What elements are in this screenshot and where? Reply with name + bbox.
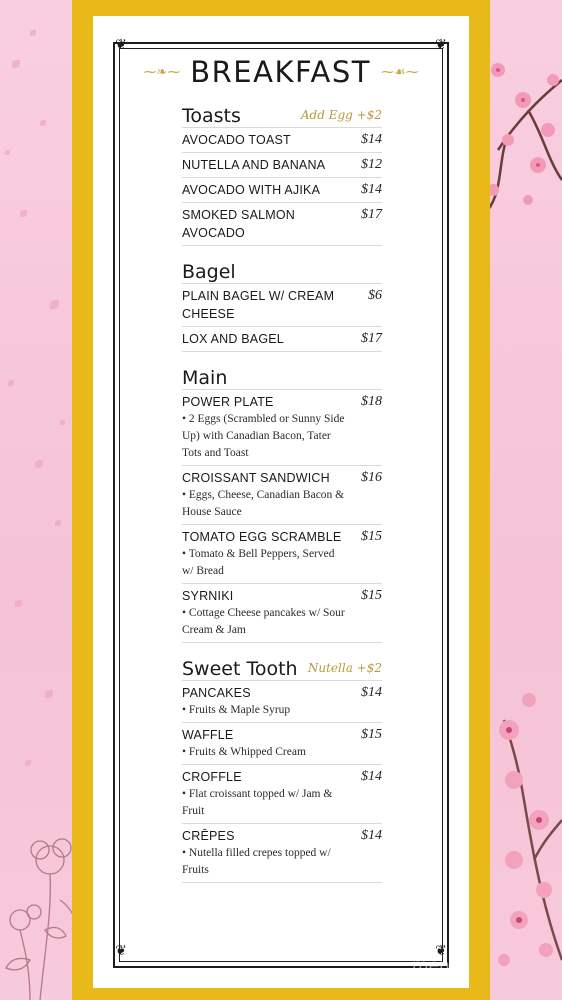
menu-item-text [182, 684, 348, 719]
menu-item-text [182, 393, 348, 462]
menu-item [182, 824, 382, 883]
menu-item-name: CROISSANT SANDWICH [182, 471, 330, 485]
cherry-blossom-branch-bottom [484, 660, 562, 980]
menu-item-description: • Cottage Cheese pancakes w/ Sour Cream & Jam [182, 607, 345, 636]
menu-item [182, 128, 382, 153]
menu-item-text [182, 528, 348, 580]
section-title: Main [182, 367, 228, 389]
menu-item-text [182, 330, 348, 348]
menu-item-text [182, 827, 348, 879]
menu-item [182, 178, 382, 203]
menu-item-description: • Tomato & Bell Peppers, Served w/ Bread [182, 548, 335, 577]
section-heading [182, 256, 382, 284]
flourish-right-icon: ⁓☙⁓ [380, 64, 419, 80]
section-title: Bagel [182, 261, 236, 283]
menu-item [182, 765, 382, 824]
menu-section [182, 653, 382, 883]
menu-item-text [182, 156, 348, 174]
menu-item-name: TOMATO EGG SCRAMBLE [182, 530, 342, 544]
menu-item-price: $14 [361, 685, 382, 700]
menu-item-price: $17 [361, 331, 382, 346]
menu-item-text [182, 206, 348, 242]
menu-item [182, 466, 382, 525]
menu-item [182, 723, 382, 765]
menu-item-name: WAFFLE [182, 728, 234, 742]
menu-item-name: AVOCADO WITH AJIKA [182, 183, 321, 197]
menu-item-description: • 2 Eggs (Scrambled or Sunny Side Up) with Canadian Bacon, Tater Tots and Toast [182, 413, 345, 459]
menu-item-name: CROFFLE [182, 770, 242, 784]
menu-item-price: $16 [361, 470, 382, 485]
menu-item-name: SMOKED SALMON AVOCADO [182, 208, 296, 240]
menu-item-price: $18 [361, 394, 382, 409]
menu-item [182, 525, 382, 584]
menu-item-name: NUTELLA AND BANANA [182, 158, 326, 172]
menu-item-text [182, 131, 348, 149]
menu-item-text [182, 587, 348, 639]
section-title: Sweet Tooth [182, 658, 298, 680]
menu-item-description: • Flat croissant topped w/ Jam & Fruit [182, 788, 333, 817]
menu-item-name: POWER PLATE [182, 395, 274, 409]
menu-item-name: PANCAKES [182, 686, 251, 700]
section-addon-note: Nutella +$2 [307, 661, 382, 675]
section-heading [182, 362, 382, 390]
menu-item-name: AVOCADO TOAST [182, 133, 291, 147]
menu-item-price: $15 [361, 588, 382, 603]
menu-section [182, 362, 382, 643]
menu-item-text [182, 181, 348, 199]
section-heading [182, 653, 382, 681]
menu-item-description: • Fruits & Maple Syrup [182, 704, 291, 716]
corner-ornament-icon: ❦ [435, 943, 447, 959]
page-title: BREAKFAST [190, 55, 371, 89]
menu-item-price: $14 [361, 769, 382, 784]
menu-title-block [120, 52, 442, 92]
menu-item [182, 284, 382, 327]
menu-item-price: $17 [361, 207, 382, 222]
menu-item-price: $6 [368, 288, 382, 303]
section-title: Toasts [182, 105, 241, 127]
menu-item-name: PLAIN BAGEL W/ CREAM CHEESE [182, 289, 335, 321]
menu-item-price: $15 [361, 727, 382, 742]
menu-item-price: $12 [361, 157, 382, 172]
menu-item-text [182, 768, 348, 820]
corner-ornament-icon: ❦ [435, 37, 447, 53]
menu-item-description: • Fruits & Whipped Cream [182, 746, 306, 758]
menu-item-price: $14 [361, 132, 382, 147]
menu-item-name: SYRNIKI [182, 589, 234, 603]
menu-item [182, 681, 382, 723]
corner-ornament-icon: ❦ [115, 943, 127, 959]
menu-item-text [182, 726, 348, 761]
menu-item [182, 584, 382, 643]
menu-item [182, 390, 382, 466]
menu-item-price: $15 [361, 529, 382, 544]
section-addon-note: Add Egg +$2 [300, 108, 382, 122]
corner-ornament-icon: ❦ [115, 37, 127, 53]
menu-item [182, 327, 382, 352]
menu-item-text [182, 469, 348, 521]
menu-section [182, 256, 382, 352]
menu-item-text [182, 287, 348, 323]
menu-item-price: $14 [361, 182, 382, 197]
menu-item-name: CRÊPES [182, 829, 235, 843]
menu-item-description: • Nutella filled crepes topped w/ Fruits [182, 847, 331, 876]
menu-item-name: LOX AND BAGEL [182, 332, 284, 346]
menu-item [182, 203, 382, 246]
watermark: menu [412, 956, 461, 976]
flourish-left-icon: ⁓❧⁓ [143, 64, 181, 80]
section-heading [182, 100, 382, 128]
menu-section [182, 100, 382, 246]
menu-item-description: • Eggs, Cheese, Canadian Bacon & House Sauce [182, 489, 345, 518]
menu-item [182, 153, 382, 178]
menu-item-price: $14 [361, 828, 382, 843]
menu-sections [182, 100, 382, 883]
